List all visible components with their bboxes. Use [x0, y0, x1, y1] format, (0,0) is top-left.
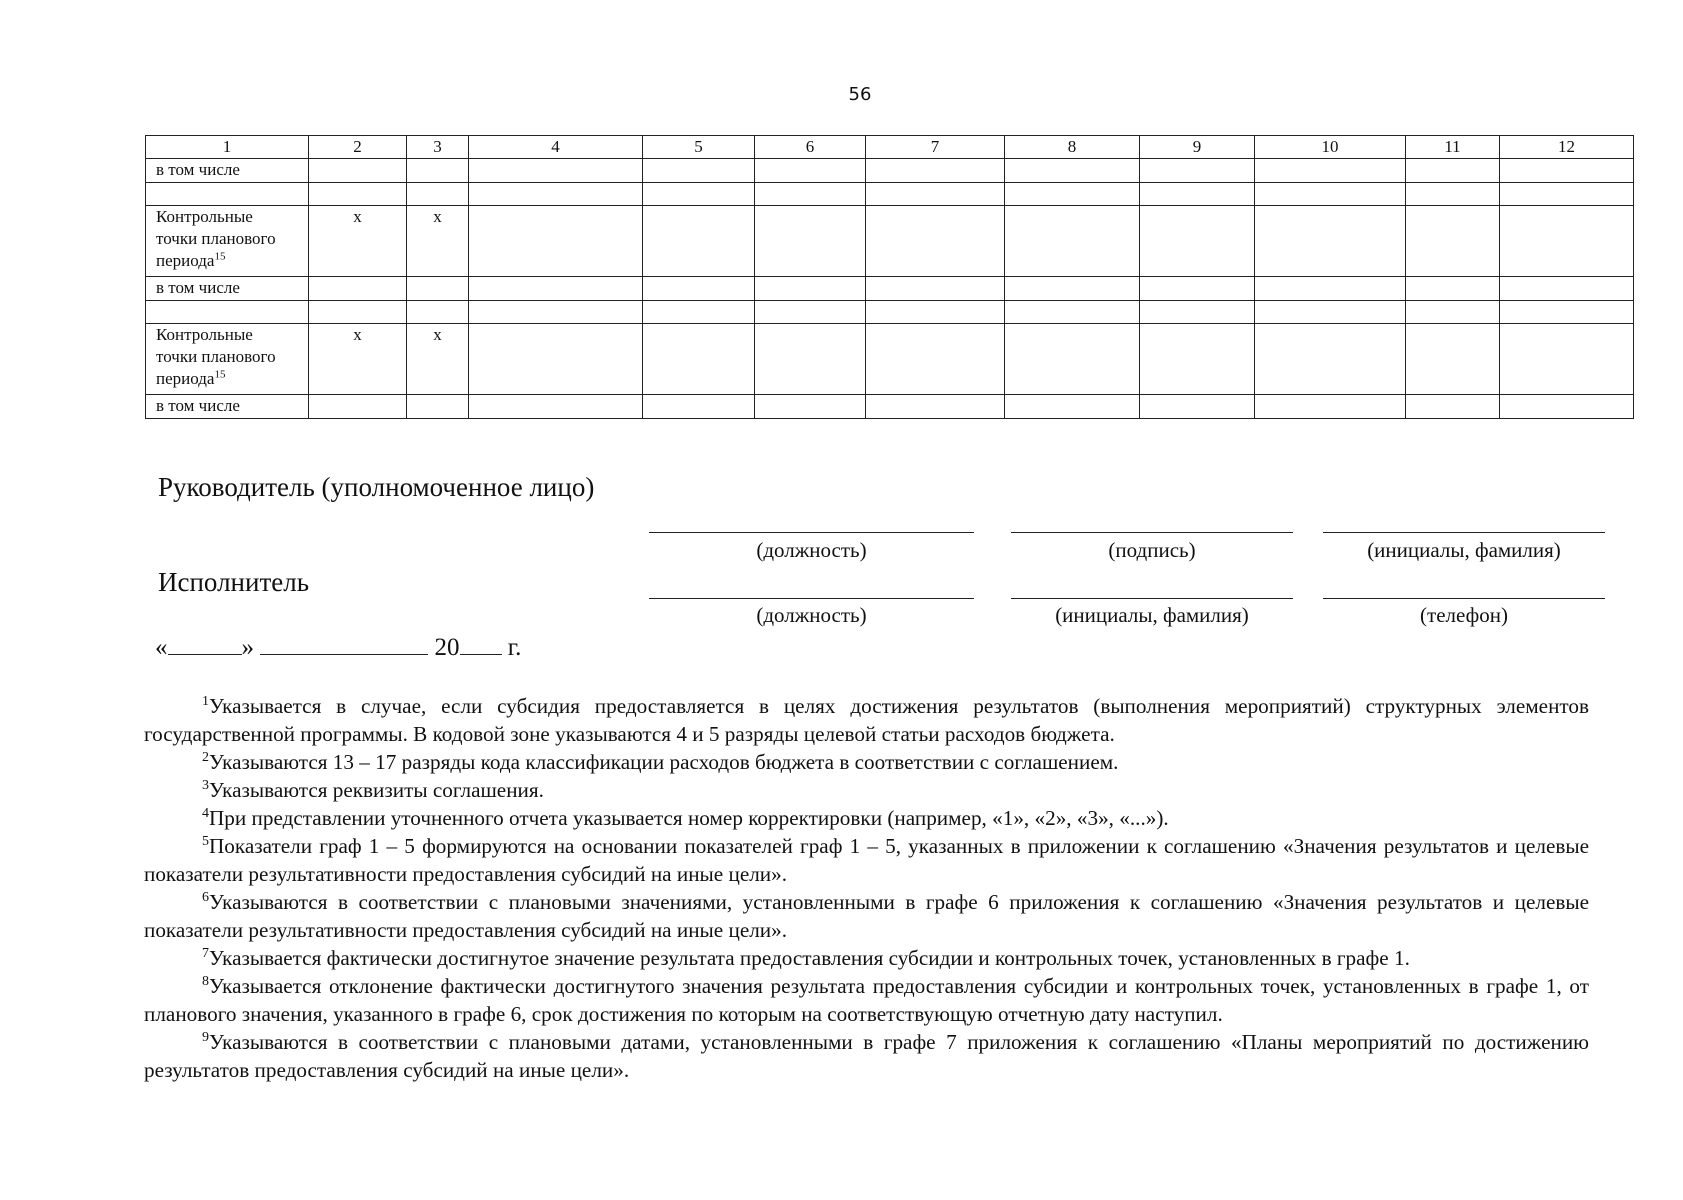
signature-caption: (подпись) — [1108, 538, 1196, 562]
page-number: 56 — [848, 84, 872, 105]
row-label: в том числе — [146, 395, 309, 419]
signature-caption: (должность) — [756, 603, 867, 627]
table-row — [146, 159, 1634, 183]
date-field: « » 20 г. — [155, 634, 522, 661]
signature-line — [1323, 598, 1605, 599]
signature-caption: (телефон) — [1420, 603, 1508, 627]
signature-line — [1011, 532, 1293, 533]
column-header: 3 — [407, 136, 469, 159]
x-mark: x — [309, 324, 407, 395]
report-table — [145, 135, 1634, 419]
footnotes — [144, 692, 1589, 1084]
x-mark: x — [407, 324, 469, 395]
footnote-ref: 15 — [214, 250, 226, 263]
head-signature-label: Руководитель (уполномоченное лицо) — [158, 472, 595, 502]
x-mark: x — [309, 206, 407, 277]
row-label: в том числе — [146, 277, 309, 301]
row-label: Контрольные точки планового периода$^{15}$ — [146, 324, 309, 395]
column-header: 2 — [309, 136, 407, 159]
column-header: 9 — [1140, 136, 1255, 159]
column-header: 5 — [643, 136, 755, 159]
signature-caption: (инициалы, фамилия) — [1367, 538, 1561, 562]
column-header: 7 — [866, 136, 1005, 159]
executor-label: Исполнитель — [158, 567, 310, 597]
footnote: $^1$Указывается в случае, если субсидия предоставляется в целях достижения результатов (выполнения мероприятий) структурных элементов государственной программы. В кодовой зоне указываются 4 и 5 разряды целевой статьи расходов бюджета. — [144, 693, 1589, 746]
table-row — [146, 395, 1634, 419]
footnote: $^7$Указывается фактически достигнутое значение результата предоставления субсидии и контрольных точек, установленных в графе 1. — [202, 945, 1410, 970]
footnote: $^6$Указываются в соответствии с плановыми значениями, установленными в графе 6 приложения к соглашению «Значения результатов и целевые показатели результативности предоставления субсидий на иные цели». — [144, 889, 1589, 942]
signature-caption: (должность) — [756, 538, 867, 562]
row-label: Контрольные точки планового периода$^{15}$ — [146, 206, 309, 277]
table-header-row — [146, 136, 1634, 159]
signature-line — [649, 532, 974, 533]
table-row — [146, 183, 1634, 206]
footnote: $^4$При представлении уточненного отчета указывается номер корректировки (например, «1», «2», «3», «...»). — [202, 805, 1169, 830]
column-header: 6 — [755, 136, 866, 159]
footnote: $^2$Указываются 13 – 17 разряды кода классификации расходов бюджета в соответствии с соглашением. — [202, 749, 1119, 774]
table-row — [146, 277, 1634, 301]
signature-line — [1323, 532, 1605, 533]
footnote: $^9$Указываются в соответствии с плановыми датами, установленными в графе 7 приложения к соглашению «Планы мероприятий по достижению результатов предоставления субсидий на иные цели». — [144, 1029, 1589, 1082]
table-row — [146, 324, 1634, 395]
column-header: 12 — [1500, 136, 1634, 159]
column-header: 10 — [1255, 136, 1406, 159]
row-label: в том числе — [146, 159, 309, 183]
column-header: 1 — [146, 136, 309, 159]
table-row — [146, 301, 1634, 324]
table-row — [146, 206, 1634, 277]
signature-caption: (инициалы, фамилия) — [1055, 603, 1249, 627]
footnote: $^5$Показатели граф 1 – 5 формируются на основании показателей граф 1 – 5, указанных в приложении к соглашению «Значения результатов и целевые показатели результативности предоставления субсидий на иные цели». — [144, 833, 1589, 886]
footnote-ref: 15 — [214, 368, 226, 381]
column-header: 8 — [1005, 136, 1140, 159]
signature-line — [649, 598, 974, 599]
footnote: $^3$Указываются реквизиты соглашения. — [202, 777, 544, 802]
footnote: $^8$Указывается отклонение фактически достигнутого значения результата предоставления субсидии и контрольных точек, установленных в графе 1, от планового значения, указанного в графе 6, срок достижения по которым на соответствующую отчетную дату наступил. — [144, 973, 1589, 1026]
column-header: 11 — [1406, 136, 1500, 159]
x-mark: x — [407, 206, 469, 277]
signature-line — [1011, 598, 1293, 599]
column-header: 4 — [469, 136, 643, 159]
